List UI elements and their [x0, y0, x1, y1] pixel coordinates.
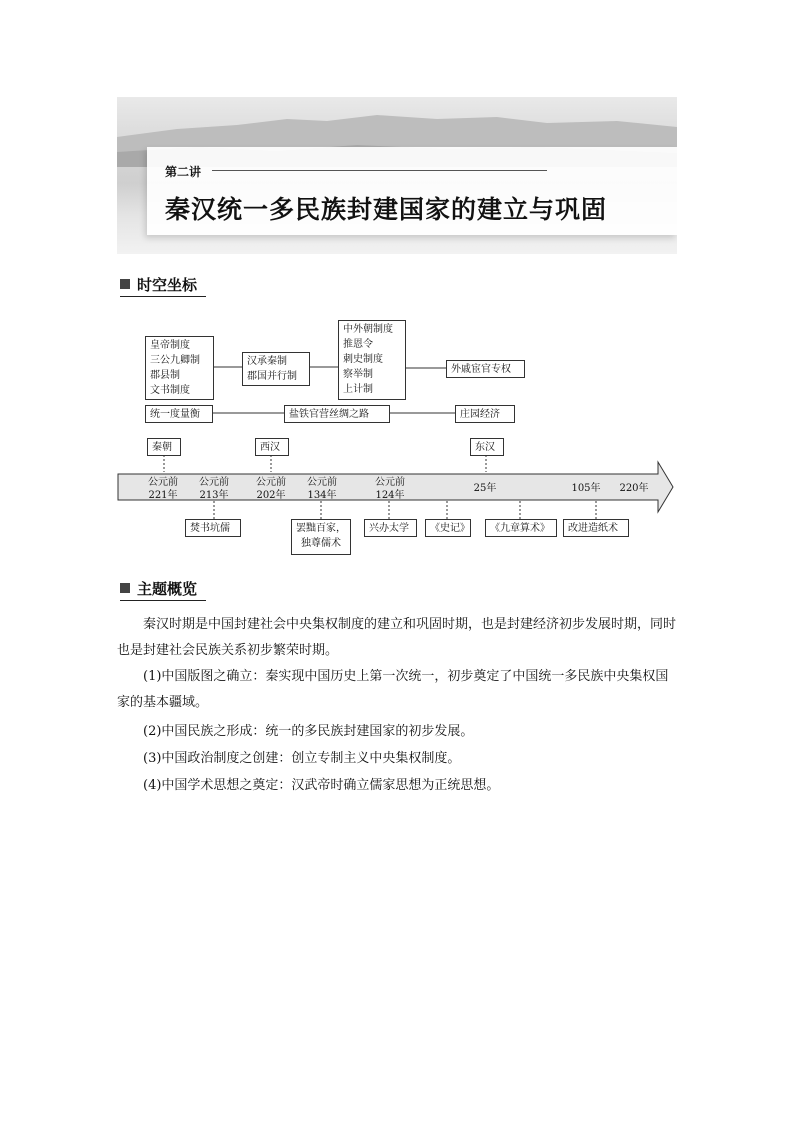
box-line: 西汉 — [260, 442, 280, 453]
date-year: 221年 — [148, 490, 178, 501]
date-year: 25年 — [473, 483, 497, 494]
date-prefix: 公元前 — [375, 477, 405, 488]
economy-han-box — [284, 405, 390, 423]
box-line: 《九章算术》 — [490, 523, 550, 534]
box-line: 罢黜百家，独尊儒术 — [296, 523, 346, 549]
event-papermaking — [563, 519, 629, 537]
date-year: 134年 — [307, 490, 337, 501]
economy-qin-box — [145, 405, 213, 423]
overview-point-3: (3)中国政治制度之创建：创立专制主义中央集权制度。 — [143, 751, 461, 766]
event-confucianism — [291, 519, 351, 555]
date-year: 202年 — [256, 490, 286, 501]
section-underline — [120, 600, 206, 601]
han-inherit-box — [242, 352, 310, 386]
section-title: 主题概览 — [137, 580, 198, 598]
date-220ad — [614, 482, 654, 495]
box-line: 郡县制 — [150, 370, 180, 381]
date-year: 105年 — [571, 483, 601, 494]
box-line: 庄园经济 — [460, 409, 500, 420]
date-prefix: 公元前 — [199, 477, 229, 488]
date-105ad — [566, 482, 606, 495]
box-line: 郡国并行制 — [247, 371, 297, 382]
box-line: 盐铁官营丝绸之路 — [289, 409, 369, 420]
date-year: 220年 — [619, 483, 649, 494]
date-221bc — [140, 476, 186, 502]
eastern-han-box — [446, 360, 525, 378]
date-134bc — [299, 476, 345, 502]
date-year: 124年 — [375, 490, 405, 501]
overview-point-1: (1)中国版图之确立：秦实现中国历史上第一次统一，初步奠定了中国统一多民族中央集权国家的基本疆域。 — [117, 669, 669, 710]
box-line: 外戚宦官专权 — [451, 364, 511, 375]
box-line: 中外朝制度 — [343, 324, 393, 335]
dynasty-qin — [147, 438, 181, 456]
date-25ad — [467, 482, 503, 495]
box-line: 焚书坑儒 — [190, 523, 230, 534]
overview-point-4: (4)中国学术思想之奠定：汉武帝时确立儒家思想为正统思想。 — [143, 778, 500, 793]
overview-point-2: (2)中国民族之形成：统一的多民族封建国家的初步发展。 — [143, 724, 474, 739]
box-line: 汉承秦制 — [247, 356, 287, 367]
box-line: 改进造纸术 — [568, 523, 618, 534]
date-202bc — [248, 476, 294, 502]
han-systems-box — [338, 320, 406, 400]
event-imperial-academy — [364, 519, 417, 537]
square-bullet-icon — [120, 583, 130, 593]
box-line: 察举制 — [343, 369, 373, 380]
date-124bc — [367, 476, 413, 502]
date-prefix: 公元前 — [256, 477, 286, 488]
lecture-label: 第二讲 — [165, 165, 202, 179]
page-title: 秦汉统一多民族封建国家的建立与巩固 — [165, 195, 608, 224]
box-line: 文书制度 — [150, 385, 190, 396]
event-nine-chapters — [485, 519, 557, 537]
date-213bc — [191, 476, 237, 502]
dynasty-eastern-han — [470, 438, 504, 456]
box-line: 统一度量衡 — [150, 409, 200, 420]
box-line: 刺史制度 — [343, 354, 383, 365]
box-line: 三公九卿制 — [150, 355, 200, 366]
date-year: 213年 — [199, 490, 229, 501]
event-burning-books — [185, 519, 241, 537]
box-line: 《史记》 — [430, 523, 470, 534]
box-line: 秦朝 — [152, 442, 172, 453]
dynasty-western-han — [255, 438, 289, 456]
overview-intro: 秦汉时期是中国封建社会中央集权制度的建立和巩固时期，也是封建经济初步发展时期，同时也是封建社会民族关系初步繁荣时期。 — [117, 617, 677, 658]
date-prefix: 公元前 — [148, 477, 178, 488]
qin-systems-box — [145, 336, 214, 400]
date-prefix: 公元前 — [307, 477, 337, 488]
event-shiji — [425, 519, 471, 537]
box-line: 推恩令 — [343, 339, 373, 350]
box-line: 东汉 — [475, 442, 495, 453]
economy-eastern-han-box — [455, 405, 515, 423]
box-line: 上计制 — [343, 384, 373, 395]
box-line: 皇帝制度 — [150, 340, 190, 351]
box-line: 兴办太学 — [369, 523, 409, 534]
section-title: 时空坐标 — [137, 276, 198, 294]
